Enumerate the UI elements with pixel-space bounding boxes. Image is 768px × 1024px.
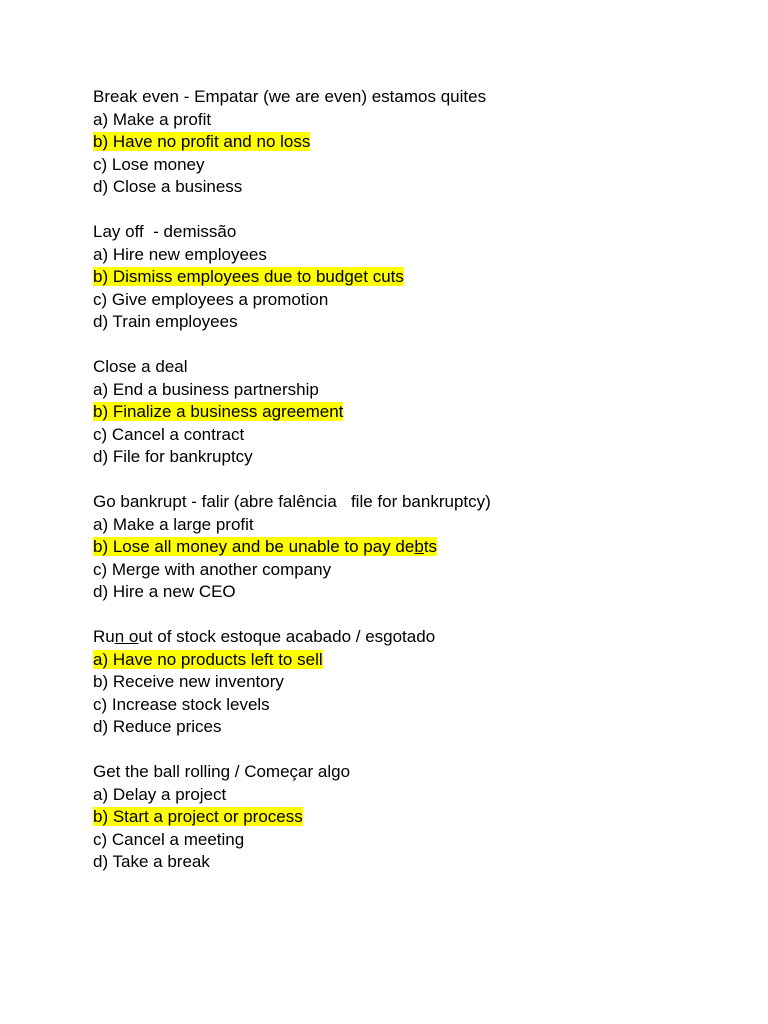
highlighted-answer: b) Dismiss employees due to budget cuts [93,267,404,286]
question-block [93,86,693,199]
title-end: ut of stock estoque acabado / esgotado [138,627,436,646]
question-block [93,221,693,334]
answer-text-end: ts [423,537,438,556]
option-text: d) Train employees [93,312,238,331]
answer-text-start: b) Lose all money and be unable to pay de [93,537,415,556]
question-title: Go bankrupt - falir (abre falência file for bankruptcy) [93,492,491,511]
option-c [93,694,693,717]
option-text: a) Hire new employees [93,244,267,264]
option-a [93,784,693,807]
option-c [93,559,693,582]
option-d [93,446,693,469]
question-title: Break even - Empatar (we are even) estamos quites [93,87,487,106]
option-b [93,671,693,694]
option-text: c) Give employees a promotion [93,289,329,309]
option-a [93,244,693,267]
option-text: d) Take a break [93,852,210,871]
question-block [93,491,693,604]
question-block [93,626,693,739]
option-b [93,131,693,154]
question-title: Close a deal [93,357,188,376]
question-block [93,356,693,469]
option-text: c) Cancel a meeting [93,829,245,849]
option-a [93,514,693,537]
option-d [93,851,693,874]
option-text: d) File for bankruptcy [93,447,253,466]
option-text: a) Make a large profit [93,514,254,534]
document-body [93,86,693,896]
option-b [93,806,693,829]
option-text: c) Cancel a contract [93,424,245,444]
question-block [93,761,693,874]
option-a [93,109,693,132]
option-a [93,379,693,402]
option-a [93,649,693,672]
option-text: c) Lose money [93,154,205,174]
option-b [93,401,693,424]
option-text: d) Hire a new CEO [93,582,236,601]
option-text: a) Make a profit [93,109,212,129]
option-text: a) Delay a project [93,784,227,804]
option-d [93,311,693,334]
highlighted-answer: b) Finalize a business agreement [93,402,344,421]
option-text: b) Receive new inventory [93,672,284,691]
question-title: Lay off - demissão [93,222,237,241]
option-text: c) Increase stock levels [93,694,270,714]
option-d [93,716,693,739]
question-title [93,626,693,649]
option-d [93,176,693,199]
option-c [93,289,693,312]
option-c [93,424,693,447]
option-d [93,581,693,604]
option-text: c) Merge with another company [93,559,332,579]
highlighted-answer: a) Have no products left to sell [93,649,323,669]
underlined-letter: b [414,537,424,556]
option-b [93,266,693,289]
option-text: d) Close a business [93,177,243,196]
question-title: Get the ball rolling / Começar algo [93,762,351,781]
underlined-text: n o [114,627,139,646]
option-text: a) End a business partnership [93,379,319,399]
option-text: d) Reduce prices [93,717,222,736]
highlighted-answer [93,537,437,556]
option-b [93,536,693,559]
highlighted-answer: b) Have no profit and no loss [93,132,311,151]
highlighted-answer: b) Start a project or process [93,807,303,826]
option-c [93,154,693,177]
option-c [93,829,693,852]
title-start: Ru [93,627,115,646]
